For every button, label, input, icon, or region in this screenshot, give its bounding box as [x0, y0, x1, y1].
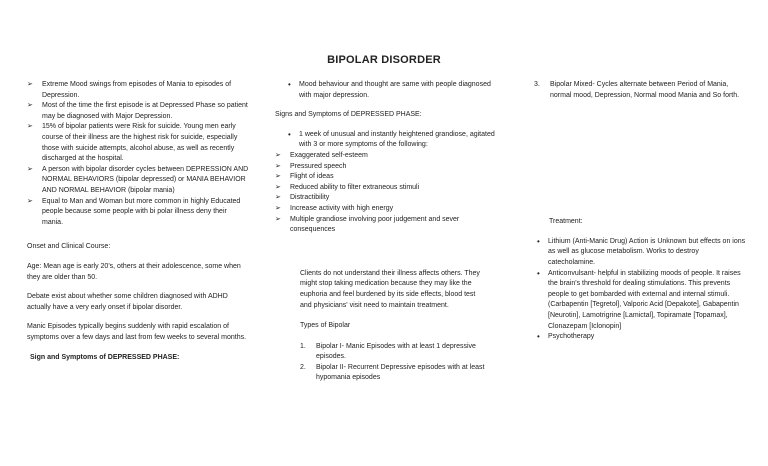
types-list	[275, 342, 490, 384]
clients-paragraph: Clients do not understand their illness affects others. They might stop taking medication because they may like the euphoria and feel burdened by its side effects, blood test and physicians' visit need to maintain treatment.	[300, 269, 480, 309]
symptom-item: ➢ Multiple grandiose involving poor judgement and sever consequences	[275, 215, 503, 236]
types-list-continued	[534, 80, 746, 101]
list-item: ➢ Equal to Man and Woman but more common in highly Educated people because some people with bi polar illness deny their mania.	[27, 197, 249, 229]
type-text: Bipolar Mixed- Cycles alternate between Period of Mania, normal mood, Depression, Normal mood Mania and So forth.	[550, 81, 740, 99]
manic-paragraph: Manic Episodes typically begins suddenly with rapid escalation of symptoms over a few days and last from few weeks to several months.	[27, 323, 247, 341]
type-number: 2.	[300, 363, 306, 371]
signs-heading-left: Sign and Symptoms of DEPRESSED PHASE:	[30, 354, 180, 362]
symptom-item: ➢ Pressured speech	[275, 162, 503, 173]
treatment-item: • Lithium (Anti-Manic Drug) Action is Unknown but effects on ions as well as glucose metabolism. Works to destroy catecholamine.	[534, 237, 746, 269]
type-item	[300, 363, 490, 384]
treatment-list	[534, 237, 746, 343]
document-title: BIPOLAR DISORDER	[327, 54, 441, 66]
list-item: ➢ 15% of bipolar patients were Risk for suicide. Young men early course of their illness are the highest risk for suicide, especially those with suicide attempts, alcohol abuse, as well as recently discharged at the hospital.	[27, 122, 249, 164]
signs-heading: Signs and Symptoms of DEPRESSED PHASE:	[275, 111, 422, 119]
mood-list	[275, 80, 503, 101]
list-item: ➢ Extreme Mood swings from episodes of Mania to episodes of Depression.	[27, 80, 249, 101]
symptom-item: ➢ Increase activity with high energy	[275, 204, 503, 215]
symptoms-list	[275, 151, 503, 236]
debate-paragraph: Debate exist about whether some children diagnosed with ADHD actually have a very early onset if bipolar disorder.	[27, 293, 228, 311]
week-list	[275, 130, 503, 151]
type-item	[300, 342, 490, 363]
age-paragraph: Age: Mean age is early 20's, others at their adolescence, some when they are older than 50.	[27, 262, 241, 281]
list-item: • Mood behaviour and thought are same with people diagnosed with major depression.	[285, 80, 503, 101]
type-text: Bipolar II- Recurrent Depressive episodes with at least hypomania episodes	[316, 363, 485, 382]
treatment-heading: Treatment:	[549, 218, 583, 226]
column-left	[27, 80, 249, 364]
type-item	[534, 80, 746, 101]
types-heading: Types of Bipolar	[300, 322, 351, 330]
column-right	[534, 80, 746, 343]
list-item: • 1 week of unusual and instantly heightened grandiose, agitated with 3 or more symptoms of the following:	[285, 130, 503, 151]
facts-list	[27, 80, 249, 228]
symptom-item: ➢ Reduced ability to filter extraneous stimuli	[275, 183, 503, 194]
onset-heading: Onset and Clinical Course:	[27, 243, 111, 251]
symptom-item: ➢ Flight of ideas	[275, 172, 503, 183]
symptom-item: ➢ Exaggerated self-esteem	[275, 151, 503, 162]
treatment-item: • Anticonvulsant- helpful in stabilizing moods of people. It raises the brain's threshold for dealing stimulations. This prevents people to get bombarded with external and internal stimuli. (Carbapentin [Tegretol], Valporic Acid [Depakote], Gabapentin [Neurotin], Lamotrigrine [Lamictal], Topiramate [Topamax], Clonazepam [Iclonopin]	[534, 269, 746, 333]
list-item: ➢ A person with bipolar disorder cycles between DEPRESSION AND NORMAL BEHAVIORS (bipolar depressed) or MANIA BEHAVIOR AND NORMAL BEHAVIOR (bipolar mania)	[27, 165, 249, 197]
type-number: 1.	[300, 342, 306, 350]
type-text: Bipolar I- Manic Episodes with at least 1 depressive episodes.	[316, 342, 476, 361]
list-item: ➢ Most of the time the first episode is at Depressed Phase so patient may be diagnosed with Major Depression.	[27, 101, 249, 122]
type-number: 3.	[534, 81, 540, 88]
column-middle	[275, 80, 503, 384]
treatment-item: • Psychotherapy	[534, 332, 746, 343]
symptom-item: ➢ Distractibility	[275, 193, 503, 204]
